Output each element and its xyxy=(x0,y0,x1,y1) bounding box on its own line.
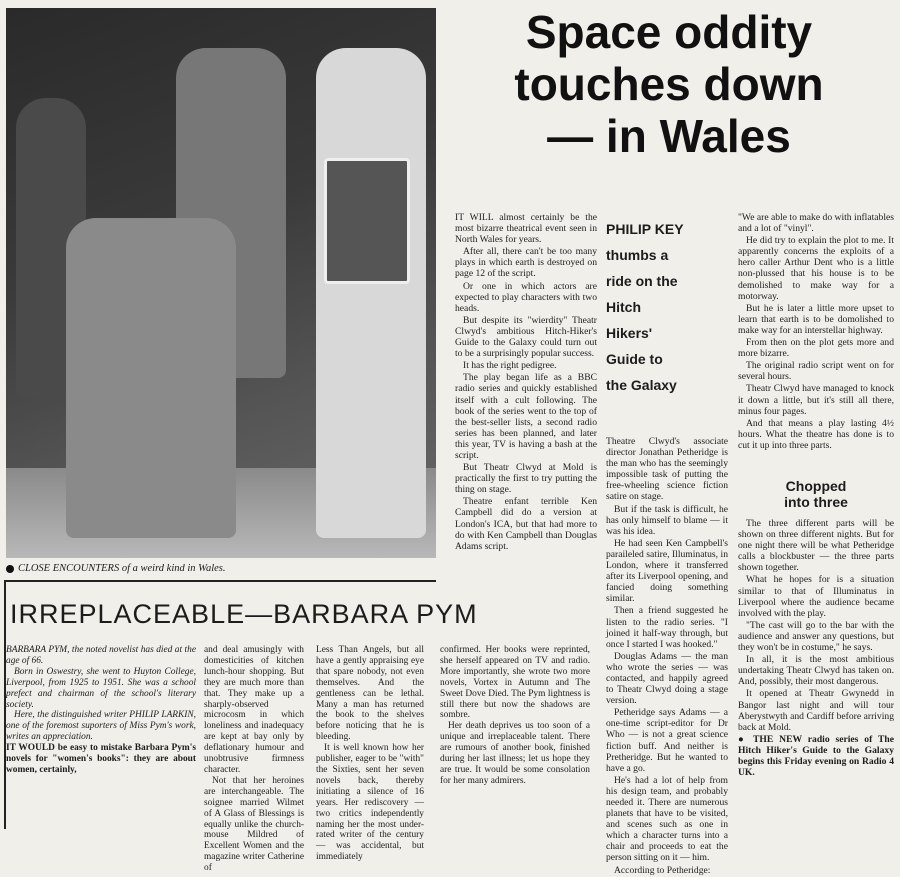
article-column-1 xyxy=(455,212,597,553)
subheading xyxy=(738,478,894,510)
article-column-2 xyxy=(606,436,728,877)
headline-line-2: touches down xyxy=(514,58,824,110)
article-paragraph: It has the right pedigree. xyxy=(463,360,557,372)
photo-caption xyxy=(6,560,436,578)
article-paragraph: "We are able to make do with inflatables and a lot of "vinyl". xyxy=(738,212,894,235)
article-column-3 xyxy=(738,212,894,452)
bullet-icon xyxy=(6,565,14,573)
article-paragraph: IT WILL almost certainly be the most bizarre theatrical event seen in North Wales for years. xyxy=(455,212,597,246)
article-footnote: ● THE NEW radio series of The Hitch Hiker's Guide to the Galaxy begins this Friday evening on Radio 4 UK. xyxy=(738,733,894,779)
article-paragraph: But if the task is difficult, he has only himself to blame — it was his idea. xyxy=(606,503,728,537)
article-paragraph: After all, there can't be too many plays in which earth is destroyed on page 12 of the script. xyxy=(455,246,597,280)
headline xyxy=(444,6,894,162)
article-paragraph: He's had a lot of help from his design team, and probably needed it. There are numerous planets that have to be visited, and scenes such as one in which a character turns into a chair and proceeds to eat the person sitting on it — him. xyxy=(606,774,728,864)
byline-line: PHILIP KEY xyxy=(606,221,684,237)
byline-line: Hikers' xyxy=(606,325,653,341)
pym-intro-paragraph: BARBARA PYM, the noted novelist has died at the age of 66. xyxy=(6,645,196,666)
headline-line-3: — in Wales xyxy=(547,110,791,162)
article-paragraph: Theatr Clwyd have managed to knock it down a little, but it's still all there, minus four pages. xyxy=(738,383,894,417)
pym-paragraph: Less Than Angels, but all have a gently appraising eye that spare nobody, not even themselves. And the gentleness can be lethal. Many a man has returned the book to the shelves before noticing that he is bleeding. xyxy=(316,645,424,743)
photo-figure-kneeling xyxy=(66,218,236,538)
headline-line-1: Space oddity xyxy=(525,6,813,58)
article-paragraph: And that means a play lasting 4½ hours. What the theatre has done is to cut it up into three parts. xyxy=(738,417,894,451)
article-paragraph: It opened at Theatr Gwynedd in Bangor last night and will tour Aberystwyth and Cardiff before arriving back at Mold. xyxy=(738,688,894,733)
article-paragraph: What he hopes for is a situation similar to that of Illuminatus in Liverpool where the audience became involved with the play. xyxy=(738,574,894,619)
photo-caption-text: CLOSE ENCOUNTERS of a weird kind in Wales. xyxy=(18,563,226,574)
article-column-3-continued xyxy=(738,518,894,779)
article-photo xyxy=(6,8,436,558)
article-paragraph: But despite its "wierdity" Theatr Clwyd's ambitious Hitch-Hiker's Guide to the Galaxy could turn out to be a surprisingly popular success. xyxy=(455,314,597,360)
article-paragraph: Douglas Adams — the man who wrote the series — was contacted, and happily agreed to Theatr Clwyd doing a stage version. xyxy=(606,650,728,707)
photo-figure-astronaut xyxy=(316,48,426,538)
subheading-line-2: into three xyxy=(784,494,848,510)
byline-line: Guide to xyxy=(606,351,663,367)
article-paragraph: According to Petheridge: xyxy=(614,864,711,876)
pym-paragraph: It is well known how her publisher, eager to be "with" the Sixties, sent her seven novels back, thereby initiating a silence of 16 years. Her rediscovery — two critics independently naming her the most under-rated writer of the century — was accidental, but immediately xyxy=(316,743,424,863)
byline-line: ride on the xyxy=(606,273,678,289)
article-paragraph: From then on the plot gets more and more bizarre. xyxy=(738,337,894,360)
pym-intro-paragraph: Born in Oswestry, she went to Huyton College, Liverpool, from 1925 to 1951. She was a school prefect and chairman of the school's literary society. xyxy=(6,666,196,710)
article-paragraph: He had seen Ken Campbell's paraileled satire, Illuminatus, in London, where it transferred after its Liverpool opening, and fancied doing something similar. xyxy=(606,537,728,605)
pym-paragraph: IT WOULD be easy to mistake Barbara Pym's novels for "women's books": they are about women, certainly, xyxy=(6,743,196,775)
article-paragraph: Theatre enfant terrible Ken Campbell did do a version at London's ICA, but that had more to do with Ken Campbell than Douglas Adams script. xyxy=(455,496,597,552)
article-paragraph: The play began life as a BBC radio series and quickly established itself with a cult following. The book of the series went to the top of the best-seller lists, a second radio series has been planned, and later this year, TV is having a bash at the script. xyxy=(455,372,597,461)
byline-line: thumbs a xyxy=(606,247,669,263)
pym-paragraph: Her death deprives us too soon of a unique and irreplaceable talent. There are rumours of another book, finished during her last illness; let us hope they are true. It would be some consolation for her many admirers. xyxy=(440,721,590,786)
pym-intro-paragraph: Here, the distinguished writer PHILIP LARKIN, one of the foremost suporters of Miss Pym's work, writes an appreciation. xyxy=(6,710,196,743)
pym-heading: IRREPLACEABLE—BARBARA PYM xyxy=(10,599,478,629)
article-paragraph: Petheridge says Adams — a one-time script-editor for Dr Who — is not a great science fiction buff. And neither is Pretheridge. But he wanted to have a go. xyxy=(606,707,728,774)
pym-paragraph: and deal amusingly with domesticities of kitchen lunch-hour shopping. But they are much more than that. They make up a sharply-observed microcosm in which loneliness and inadequacy are kept at bay only by deflationary humour and unobtrusive firmness character. xyxy=(204,645,304,775)
pym-column-2 xyxy=(204,645,304,874)
article-paragraph: He did try to explain the plot to me. It apparently concerns the exploits of a hero caller Arthur Dent who is a little non-plussed that his house is to be demolished to make way for a motorway. xyxy=(738,235,894,302)
byline-line: Hitch xyxy=(606,299,641,315)
pym-paragraph: Not that her heroines are interchangeable. The soignee married Wilmet of A Glass of Blessings is equally unlike the church-mouse Mildred of Excellent Women and the magazine writer Catherine of xyxy=(204,775,304,874)
pym-column-1 xyxy=(6,645,196,776)
article-paragraph: But Theatr Clwyd at Mold is practically the first to try putting the thing on stage. xyxy=(455,462,597,496)
pym-paragraph: confirmed. Her books were reprinted, she herself appeared on TV and radio. More importantly, she wrote two more novels, Vortex in Autumn and The Sweet Dove Died. The Pym lightness is still there but now the shadows are sombre. xyxy=(440,645,590,721)
photo-astronaut-panel xyxy=(324,158,410,284)
pym-column-4 xyxy=(440,645,590,787)
article-paragraph: Theatre Clwyd's associate director Jonathan Petheridge is the man who has the seemingly impossible task of putting the free-wheeling science fiction satire on stage. xyxy=(606,436,728,503)
article-paragraph: Or one in which actors are expected to play characters with two heads. xyxy=(455,280,597,314)
article-paragraph: "The cast will go to the bar with the audience and answer any questions, but they won't be in costume," he says. xyxy=(738,619,894,654)
article-paragraph: The three different parts will be shown on three different nights. But for one night there will be what Petheridge calls a blockbuster — the three parts shown together. xyxy=(738,518,894,574)
article-paragraph: In all, it is the most ambitious undertaking Theatr Clwyd has taken on. And, possibly, their most dangerous. xyxy=(738,654,894,688)
pym-column-3 xyxy=(316,645,424,863)
subheading-line-1: Chopped xyxy=(785,478,847,494)
article-paragraph: But he is later a little more upset to learn that earth is to be domolished to make way for an interstellar highway. xyxy=(738,302,894,336)
article-paragraph: The original radio script went on for several hours. xyxy=(738,360,894,383)
byline-line: the Galaxy xyxy=(606,377,677,393)
article-paragraph: Then a friend suggested he listen to the radio series. "I joined it half-way through, but once I started I was hooked." xyxy=(606,605,728,650)
byline xyxy=(606,216,728,398)
